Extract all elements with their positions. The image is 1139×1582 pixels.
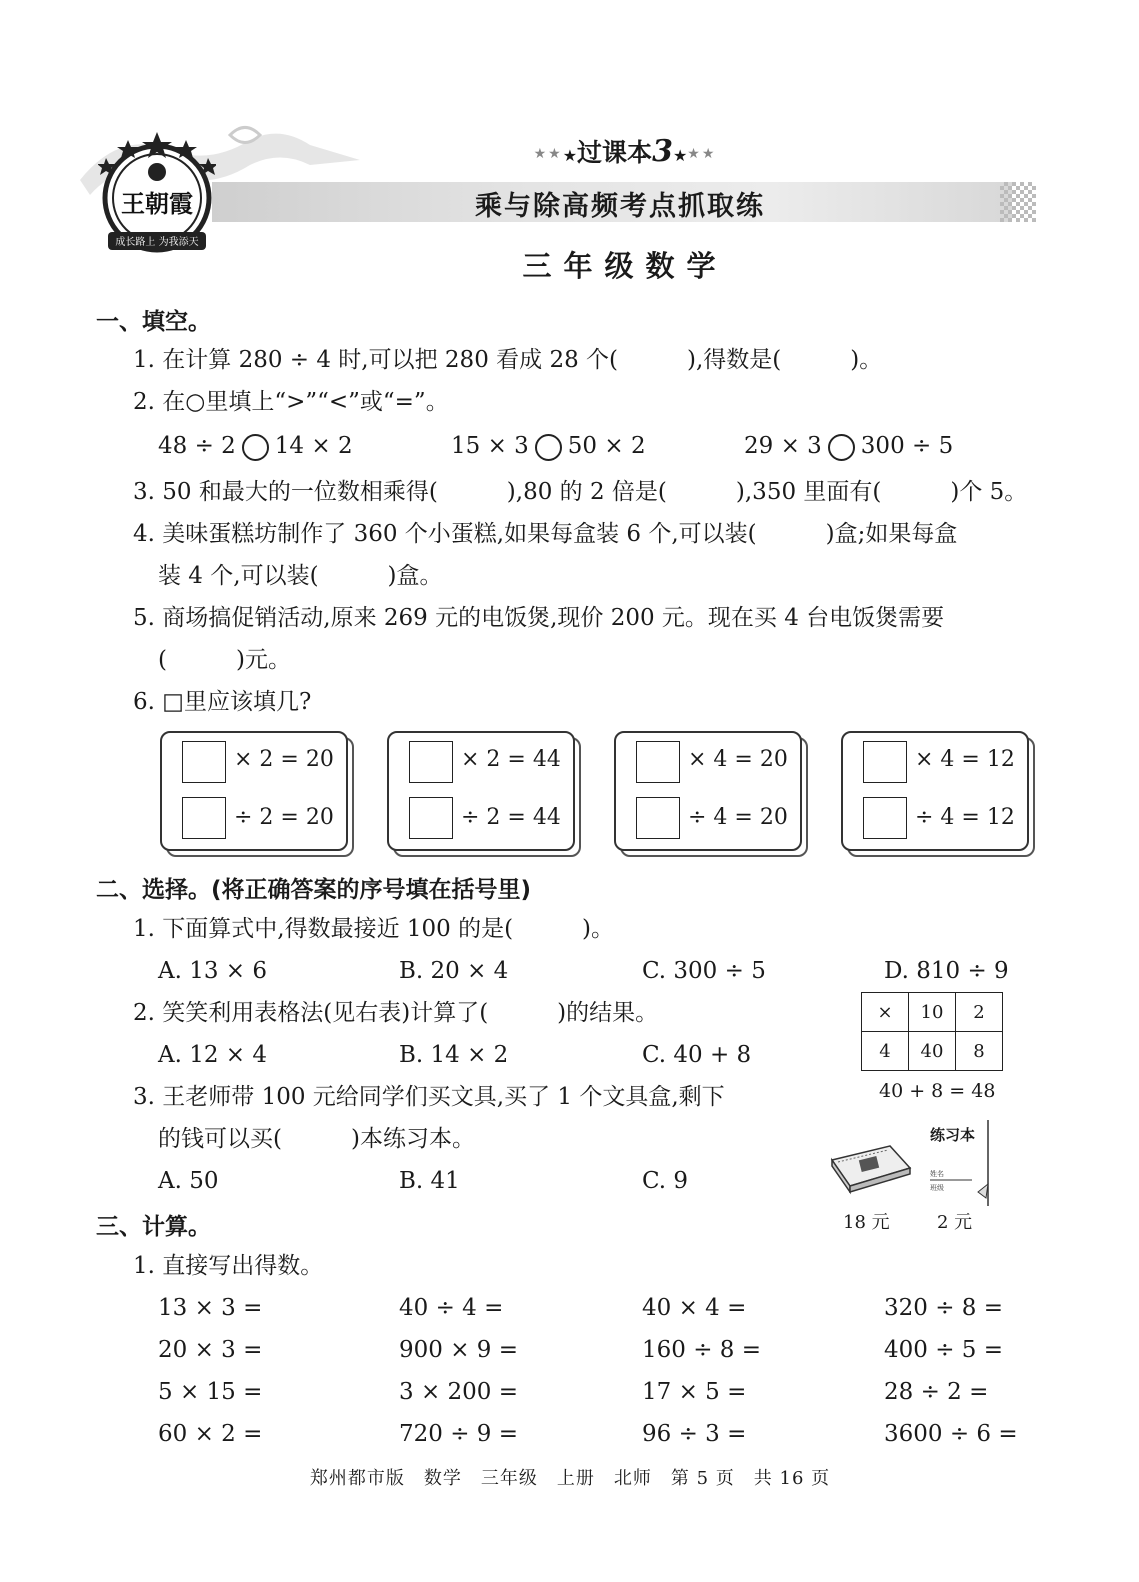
option[interactable]: B. 14 × 2 — [399, 1042, 509, 1068]
banner-checker-pattern — [1000, 182, 1036, 222]
answer-square[interactable] — [182, 797, 226, 839]
compare-circle[interactable] — [242, 434, 269, 461]
card-equation: ÷ 4 = 20 — [688, 805, 788, 830]
calc-item: 28 ÷ 2 = — [884, 1379, 989, 1405]
section1-heading: 一、填空。 — [96, 309, 211, 335]
grid-cell: × — [862, 993, 909, 1032]
section2-heading: 二、选择。(将正确答案的序号填在括号里) — [96, 877, 532, 903]
s1-question-5-line2: ( )元。 — [158, 647, 291, 673]
notebook-label: 练习本 — [930, 1126, 976, 1144]
s2-question-2: 2. 笑笑利用表格法(见右表)计算了( )的结果。 — [133, 1000, 659, 1026]
calc-item: 720 ÷ 9 = — [399, 1421, 519, 1447]
calc-item: 160 ÷ 8 = — [642, 1337, 762, 1363]
brand-name: 王朝霞 — [121, 189, 193, 218]
option[interactable]: A. 12 × 4 — [158, 1042, 268, 1068]
grid-cell: 4 — [862, 1032, 909, 1071]
compare-circle[interactable] — [535, 434, 562, 461]
s1-question-4-line2: 装 4 个,可以装( )盒。 — [158, 563, 443, 589]
s1-question-1: 1. 在计算 280 ÷ 4 时,可以把 280 看成 28 个( ),得数是( )。 — [133, 347, 883, 373]
pencil-box-price: 18 元 — [843, 1212, 890, 1233]
s1-question-5-line1: 5. 商场搞促销活动,原来 269 元的电饭煲,现价 200 元。现在买 4 台电饭煲需要 — [133, 605, 945, 631]
brand-slogan: 成长路上 为我添天 — [115, 237, 199, 248]
card-equation: ÷ 2 = 44 — [461, 805, 561, 830]
option[interactable]: C. 300 ÷ 5 — [642, 958, 766, 984]
calc-item: 320 ÷ 8 = — [884, 1295, 1004, 1321]
grid-cell: 10 — [909, 993, 956, 1032]
card-equation: × 2 = 44 — [461, 747, 561, 772]
calc-item: 96 ÷ 3 = — [642, 1421, 747, 1447]
notebook-price: 2 元 — [937, 1212, 973, 1233]
page-footer: 郑州都市版 数学 三年级 上册 北师 第 5 页 共 16 页 — [309, 1468, 831, 1489]
card-equation: × 4 = 20 — [688, 747, 788, 772]
card-equation: ÷ 4 = 12 — [915, 805, 1015, 830]
calc-item: 20 × 3 = — [158, 1337, 263, 1363]
page-title: 乘与除高频考点抓取练 — [475, 191, 765, 222]
page-subtitle: 三年级数学 — [522, 249, 728, 283]
calc-item: 5 × 15 = — [158, 1379, 263, 1405]
fill-box-card — [614, 731, 806, 855]
answer-square[interactable] — [863, 741, 907, 783]
grid-cell: 2 — [956, 993, 1003, 1032]
option[interactable]: B. 41 — [399, 1168, 460, 1194]
s1-question-2: 2. 在○里填上“>”“<”或“=”。 — [133, 389, 449, 415]
pencil-box-icon — [828, 1138, 914, 1198]
multiplication-grid-table — [861, 992, 1003, 1071]
answer-square[interactable] — [182, 741, 226, 783]
brand-logo — [98, 128, 216, 258]
option[interactable]: A. 13 × 6 — [158, 958, 268, 984]
option[interactable]: B. 20 × 4 — [399, 958, 509, 984]
s3-question-1: 1. 直接写出得数。 — [133, 1253, 324, 1279]
compare-item: 29 × 3 300 ÷ 5 — [744, 433, 954, 459]
answer-square[interactable] — [636, 741, 680, 783]
option[interactable]: C. 9 — [642, 1168, 689, 1194]
s2-question-3-line2: 的钱可以买( )本练习本。 — [158, 1126, 475, 1152]
answer-square[interactable] — [409, 797, 453, 839]
option[interactable]: D. 810 ÷ 9 — [884, 958, 1009, 984]
calc-item: 17 × 5 = — [642, 1379, 747, 1405]
s2-question-1: 1. 下面算式中,得数最接近 100 的是( )。 — [133, 916, 615, 942]
calc-item: 60 × 2 = — [158, 1421, 263, 1447]
series-label: ★★★过课本3★★★ — [533, 134, 717, 169]
answer-square[interactable] — [409, 741, 453, 783]
calc-item: 400 ÷ 5 = — [884, 1337, 1004, 1363]
answer-square[interactable] — [863, 797, 907, 839]
s1-question-4-line1: 4. 美味蛋糕坊制作了 360 个小蛋糕,如果每盒装 6 个,可以装( )盒;如果每盒 — [133, 521, 958, 547]
fill-box-card — [387, 731, 579, 855]
compare-item: 15 × 3 50 × 2 — [451, 433, 646, 459]
calc-item: 40 × 4 = — [642, 1295, 747, 1321]
compare-item: 48 ÷ 2 14 × 2 — [158, 433, 353, 459]
grid-caption: 40 + 8 = 48 — [879, 1080, 996, 1102]
fill-box-card — [160, 731, 352, 855]
s1-question-6: 6. □里应该填几? — [133, 689, 312, 715]
section3-heading: 三、计算。 — [96, 1214, 211, 1240]
compare-circle[interactable] — [828, 434, 855, 461]
grid-cell: 8 — [956, 1032, 1003, 1071]
svg-text:班级: 班级 — [930, 1184, 944, 1192]
fill-box-card — [841, 731, 1033, 855]
calc-item: 900 × 9 = — [399, 1337, 519, 1363]
card-equation: ÷ 2 = 20 — [234, 805, 334, 830]
card-equation: × 2 = 20 — [234, 747, 334, 772]
svg-text:姓名: 姓名 — [930, 1170, 944, 1178]
calc-item: 40 ÷ 4 = — [399, 1295, 504, 1321]
s1-question-3: 3. 50 和最大的一位数相乘得( ),80 的 2 倍是( ),350 里面有( )个 5。 — [133, 479, 1028, 505]
option[interactable]: C. 40 + 8 — [642, 1042, 752, 1068]
option[interactable]: A. 50 — [158, 1168, 219, 1194]
s2-question-3-line1: 3. 王老师带 100 元给同学们买文具,买了 1 个文具盒,剩下 — [133, 1084, 725, 1110]
calc-item: 13 × 3 = — [158, 1295, 263, 1321]
grid-cell: 40 — [909, 1032, 956, 1071]
card-equation: × 4 = 12 — [915, 747, 1015, 772]
calc-item: 3 × 200 = — [399, 1379, 519, 1405]
answer-square[interactable] — [636, 797, 680, 839]
calc-item: 3600 ÷ 6 = — [884, 1421, 1018, 1447]
